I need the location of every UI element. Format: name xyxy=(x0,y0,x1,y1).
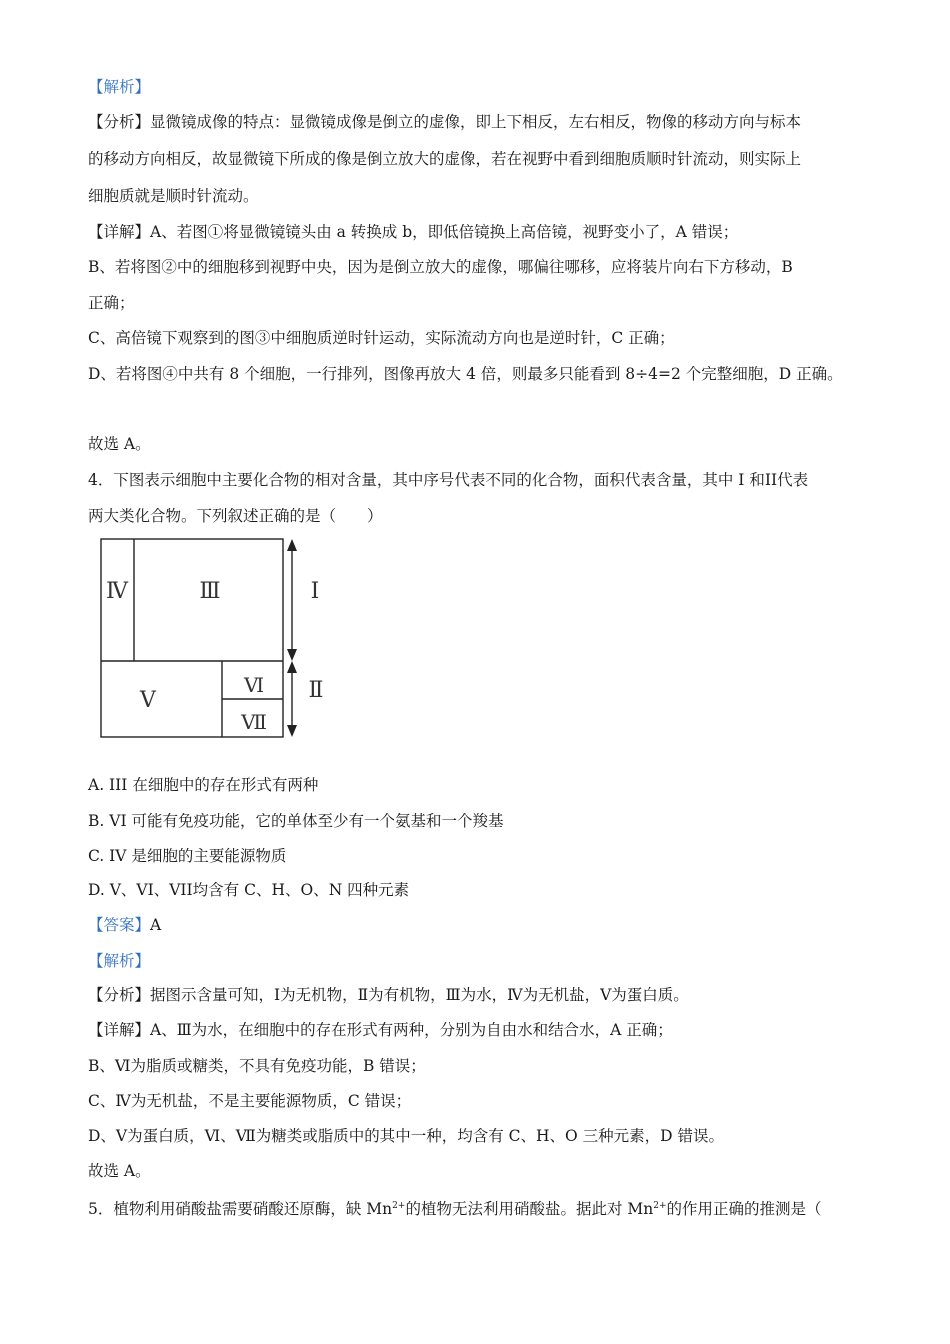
q3-fenxi-line-2: 的移动方向相反，故显微镜下所成的像是倒立放大的虚像，若在视野中看到细胞质顺时针流动，则实际上 xyxy=(88,150,802,168)
q4-xiangjie-a xyxy=(88,1020,673,1040)
q3-xiangjie-b-line-1: B、若将图②中的细胞移到视野中央，因为是倒立放大的虚像，哪偏往哪移，应将装片向右下方移动，B xyxy=(88,258,793,276)
q4-answer-tag: 【答案】 xyxy=(88,916,151,934)
q5-part-2: 的植物无法利用硝酸盐。据此对 Mn xyxy=(405,1200,654,1219)
q3-jiexi-heading: 【解析】 xyxy=(88,78,151,96)
q4-option-a: A. III 在细胞中的存在形式有两种 xyxy=(88,776,319,794)
q4-fenxi xyxy=(88,985,689,1005)
label-vi: Ⅵ xyxy=(243,673,265,697)
q5-sup-1: 2+ xyxy=(392,1201,406,1211)
q4-jiexi-heading: 【解析】 xyxy=(88,952,151,970)
arrow-ii-head-bottom xyxy=(287,725,297,737)
q4-fenxi-tag: 【分析】 xyxy=(88,986,151,1004)
label-vii: Ⅶ xyxy=(241,710,267,734)
q4-option-c: C. IV 是细胞的主要能源物质 xyxy=(88,847,287,865)
q4-option-b: B. VI 可能有免疫功能，它的单体至少有一个氨基和一个羧基 xyxy=(88,812,504,830)
q4-answer-value: A xyxy=(150,916,162,934)
arrow-i-head-top xyxy=(287,539,297,551)
compound-area-diagram xyxy=(98,534,338,744)
q4-xiangjie-b: B、Ⅵ为脂质或糖类，不具有免疫功能，B 错误； xyxy=(88,1057,426,1075)
q5-stem xyxy=(88,1196,822,1219)
label-iii: Ⅲ xyxy=(199,579,221,604)
arrow-i-head-bottom xyxy=(287,649,297,661)
label-iv: Ⅳ xyxy=(106,579,128,604)
q3-xiangjie-d: D、若将图④中共有 8 个细胞，一行排列，图像再放大 4 倍，则最多只能看到 8÷4=2 个完整细胞，D 正确。 xyxy=(88,365,843,383)
q4-xiangjie-a-text: A、Ⅲ为水，在细胞中的存在形式有两种，分别为自由水和结合水，A 正确； xyxy=(150,1021,673,1039)
q5-part-1: 5．植物利用硝酸盐需要硝酸还原酶，缺 Mn xyxy=(88,1200,393,1219)
q3-xiangjie-b-line-2: 正确； xyxy=(88,294,135,312)
label-ii: Ⅱ xyxy=(308,678,324,703)
q4-xiangjie-d: D、Ⅴ为蛋白质，Ⅵ、Ⅶ为糖类或脂质中的其中一种，均含有 C、H、O 三种元素，D 错误。 xyxy=(88,1127,725,1145)
q3-fenxi-line-1 xyxy=(88,112,801,132)
q3-fenxi-tag: 【分析】 xyxy=(88,113,151,131)
q4-option-d: D. V、VI、VII均含有 C、H、O、N 四种元素 xyxy=(88,881,410,899)
q5-sup-2: 2+ xyxy=(653,1201,667,1211)
q3-fenxi-line-3: 细胞质就是顺时针流动。 xyxy=(88,187,259,205)
diagram-outer-frame xyxy=(101,539,283,737)
q4-xiangjie-c: C、Ⅳ为无机盐，不是主要能源物质，C 错误； xyxy=(88,1092,412,1110)
q4-conclusion: 故选 A。 xyxy=(88,1162,151,1180)
q3-xiangjie-c: C、高倍镜下观察到的图③中细胞质逆时针运动，实际流动方向也是逆时针，C 正确； xyxy=(88,329,675,347)
q3-fenxi-text-1: 显微镜成像的特点：显微镜成像是倒立的虚像，即上下相反，左右相反，物像的移动方向与标本 xyxy=(150,113,802,131)
arrow-ii-head-top xyxy=(287,661,297,673)
q4-xiangjie-tag: 【详解】 xyxy=(88,1021,151,1039)
q3-conclusion: 故选 A。 xyxy=(88,435,151,453)
q4-fenxi-text: 据图示含量可知，Ⅰ为无机物，Ⅱ为有机物，Ⅲ为水，Ⅳ为无机盐，Ⅴ为蛋白质。 xyxy=(150,986,689,1004)
label-i: Ⅰ xyxy=(310,579,320,604)
q3-xiangjie-a xyxy=(88,222,738,242)
q3-xiangjie-tag: 【详解】 xyxy=(88,223,151,241)
q4-stem-line-2: 两大类化合物。下列叙述正确的是（ ） xyxy=(88,507,383,525)
q5-part-3: 的作用正确的推测是（ xyxy=(666,1200,822,1219)
q4-stem-line-1: 4．下图表示细胞中主要化合物的相对含量，其中序号代表不同的化合物，面积代表含量，其中 I 和II代表 xyxy=(88,471,809,489)
q4-answer xyxy=(88,915,161,935)
q3-xiangjie-a-text: A、若图①将显微镜镜头由 a 转换成 b，即低倍镜换上高倍镜，视野变小了，A 错误； xyxy=(150,223,739,241)
label-v: Ⅴ xyxy=(140,688,156,713)
